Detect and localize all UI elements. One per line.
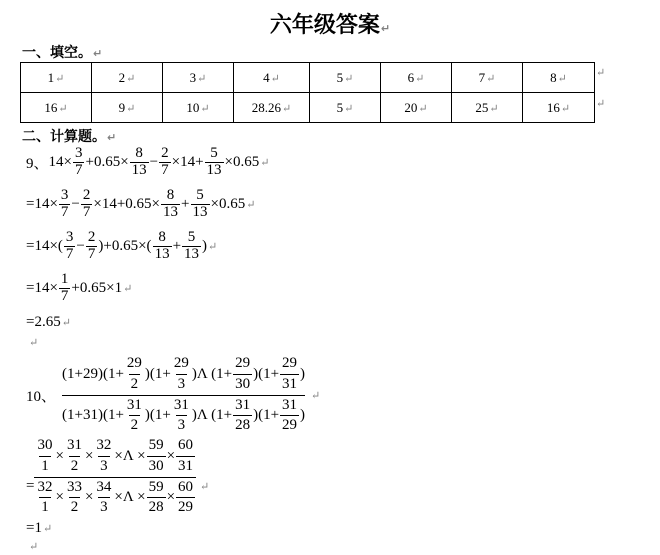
- paragraph-mark: ↵: [42, 523, 53, 535]
- table-cell: 3↵: [163, 63, 234, 93]
- fraction: $\frac{5}{13}$: [192, 187, 208, 220]
- table-cell: 28.26↵: [234, 93, 310, 123]
- paragraph-mark: ↵: [29, 541, 39, 553]
- fraction-numerator: (1+29)(1+ $\frac{29}{2}$ )(1+ $\frac{29}{3}$ )Λ (1+ $\frac{29}{30}$ )(1+ $\frac{29}{31}$ ): [62, 355, 306, 392]
- table-cell: 5↵: [310, 63, 381, 93]
- fraction: $\frac{8}{13}$: [154, 229, 170, 262]
- fraction-denominator: $\frac{32}{1}$ × $\frac{33}{2}$ × $\frac{34}{3}$ ×Λ × $\frac{59}{28}$ × $\frac{60}{29}$: [34, 477, 196, 517]
- paragraph-mark: ↵: [311, 389, 321, 402]
- problem-9-line-4: =14× $\frac{1}{7}$ +0.65×1 ↵: [26, 271, 133, 304]
- section-heading-text: 一、填空。: [22, 45, 92, 61]
- table-cell: 4↵: [234, 63, 310, 93]
- paragraph-mark: ↵: [123, 282, 133, 295]
- table-row: [21, 93, 595, 123]
- page-title: [0, 8, 660, 39]
- section-heading-text: 二、计算题。: [22, 129, 106, 145]
- table-cell: 9↵: [92, 93, 163, 123]
- table-cell: 20↵: [381, 93, 452, 123]
- fraction: $\frac{8}{13}$: [131, 145, 147, 178]
- table-row: [21, 63, 595, 93]
- fraction-numerator: $\frac{30}{1}$ × $\frac{31}{2}$ × $\frac{32}{3}$ ×Λ × $\frac{59}{30}$ × $\frac{60}{31}$: [37, 437, 194, 474]
- paragraph-mark: ↵: [208, 240, 218, 253]
- paragraph-mark: ↵: [93, 47, 103, 60]
- paragraph-mark: ↵: [29, 337, 39, 349]
- fraction: $\frac{2}{7}$: [87, 229, 96, 262]
- table-cell: 1↵: [21, 63, 92, 93]
- fraction: $\frac{1}{7}$: [60, 271, 69, 304]
- table-cell: 16↵: [523, 93, 595, 123]
- problem-label: 10、: [26, 388, 57, 405]
- big-fraction: [34, 438, 196, 516]
- fraction: $\frac{3}{7}$: [74, 145, 83, 178]
- problem-9-line-1: 9、 14× $\frac{3}{7}$ +0.65× $\frac{8}{13}$ − $\frac{2}{7}$ ×14+ $\frac{5}{13}$ ×0.65 ↵: [26, 145, 270, 178]
- problem-10-result: =1 ↵: [26, 520, 53, 536]
- fraction: $\frac{2}{7}$: [82, 187, 91, 220]
- fraction: $\frac{5}{13}$: [206, 145, 222, 178]
- table-cell: 5↵: [310, 93, 381, 123]
- paragraph-mark: ↵: [260, 156, 270, 169]
- big-fraction: [62, 356, 305, 434]
- paragraph-mark: ↵: [596, 67, 606, 79]
- problem-9-line-3: =14×( $\frac{3}{7}$ − $\frac{2}{7}$ )+0.65×( $\frac{8}{13}$ + $\frac{5}{13}$ ) ↵: [26, 229, 218, 262]
- table-cell: 2↵: [92, 63, 163, 93]
- problem-10: [26, 356, 320, 434]
- paragraph-mark: ↵: [246, 198, 256, 211]
- paragraph-mark: ↵: [61, 317, 71, 329]
- problem-label: 9、: [26, 155, 49, 172]
- table-cell: 16↵: [21, 93, 92, 123]
- fraction: $\frac{3}{7}$: [60, 187, 69, 220]
- table-cell: 25↵: [452, 93, 523, 123]
- fraction: $\frac{3}{7}$: [65, 229, 74, 262]
- problem-9-line-2: =14× $\frac{3}{7}$ − $\frac{2}{7}$ ×14+0.65× $\frac{8}{13}$ + $\frac{5}{13}$ ×0.65 ↵: [26, 187, 256, 220]
- table-cell: 6↵: [381, 63, 452, 93]
- paragraph-mark: ↵: [200, 480, 210, 493]
- fraction: $\frac{2}{7}$: [161, 145, 169, 178]
- fraction-denominator: (1+31)(1+ $\frac{31}{2}$ )(1+ $\frac{31}{3}$ )Λ (1+ $\frac{31}{28}$ )(1+ $\frac{31}{29}$ ): [62, 396, 306, 434]
- table-cell: 8↵: [523, 63, 595, 93]
- paragraph-mark: ↵: [107, 131, 117, 144]
- section-heading-calculation: [22, 126, 116, 146]
- fraction: $\frac{5}{13}$: [184, 229, 200, 262]
- section-heading-fill-in: [22, 42, 102, 62]
- answer-table: [20, 62, 595, 123]
- table-cell: 7↵: [452, 63, 523, 93]
- problem-10-step: = $\frac{30}{1}$ × $\frac{31}{2}$ × $\frac{32}{3}$ ×Λ × $\frac{59}{30}$ × $\frac{60}{31}$ $\frac{32}{1}$ × $\frac{33}{2}$ × $\frac{34}{3}$ ×Λ × $\frac{59}{28}$ × $\frac{60}{29}$ ↵: [26, 437, 210, 516]
- page-title-text: 六年级答案: [269, 13, 380, 38]
- table-cell: 10↵: [163, 93, 234, 123]
- fraction: $\frac{8}{13}$: [163, 187, 179, 220]
- problem-9-line-5: =2.65 ↵: [26, 314, 71, 330]
- paragraph-mark: ↵: [596, 98, 606, 110]
- paragraph-mark: ↵: [380, 22, 391, 35]
